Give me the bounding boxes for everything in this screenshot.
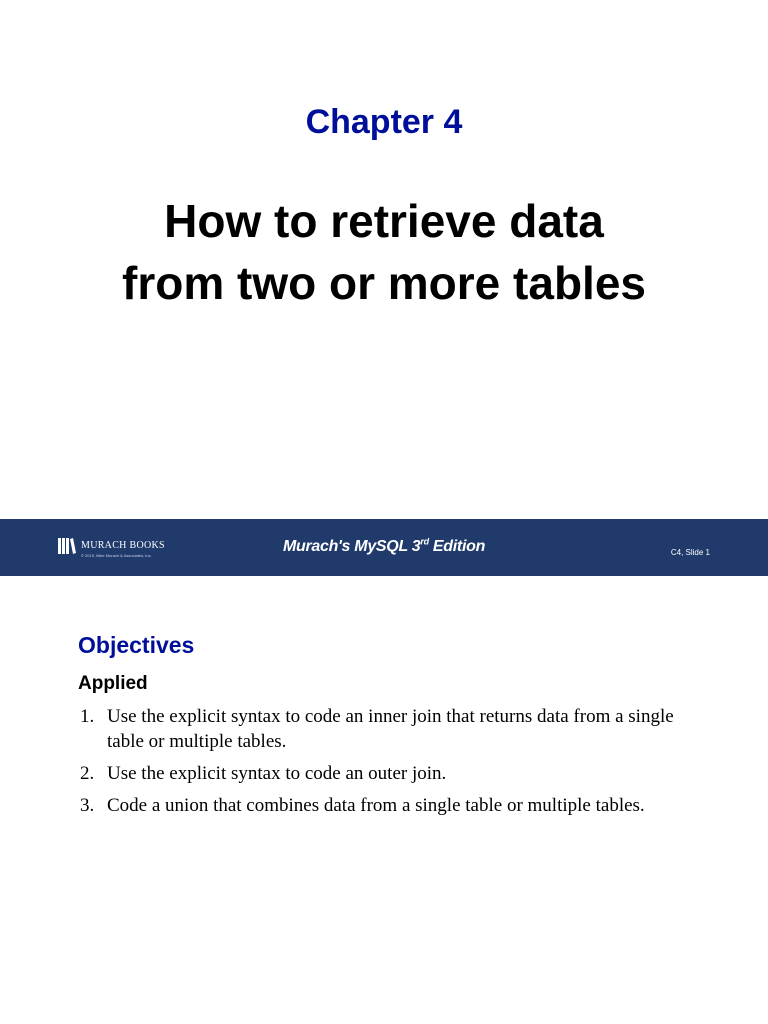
list-item-text: Use the explicit syntax to code an outer join. [107,763,447,784]
list-item [78,793,678,818]
list-item [78,761,678,786]
list-item-number: 1. [80,706,95,727]
list-item-text: Code a union that combines data from a single table or multiple tables. [107,795,645,816]
logo-name: MURACH BOOKS [81,540,165,551]
book-title-suffix: Edition [428,538,486,555]
book-title-superscript: rd [420,536,429,547]
list-item-text: Use the explicit syntax to code an inner join that returns data from a single table or multiple tables. [107,706,674,752]
objectives-slide [0,576,768,1024]
book-title-prefix: Murach's MySQL 3 [282,538,421,555]
list-item-number: 3. [80,795,95,816]
slide-title-line-1: How to retrieve data [164,195,604,247]
objective-list [78,704,678,825]
slide-title [0,190,768,314]
book-title [0,538,768,556]
chapter-label: Chapter 4 [305,103,463,141]
logo-copyright: © 2019, Mike Murach & Associates, Inc. [81,553,152,558]
slide-number: C4, Slide 1 [670,548,710,557]
footer-bar [0,519,768,576]
slide-title-line-2: from two or more tables [122,257,646,309]
applied-heading: Applied [78,673,148,694]
list-item-number: 2. [80,763,95,784]
objectives-heading: Objectives [78,632,195,658]
list-item [78,704,678,754]
